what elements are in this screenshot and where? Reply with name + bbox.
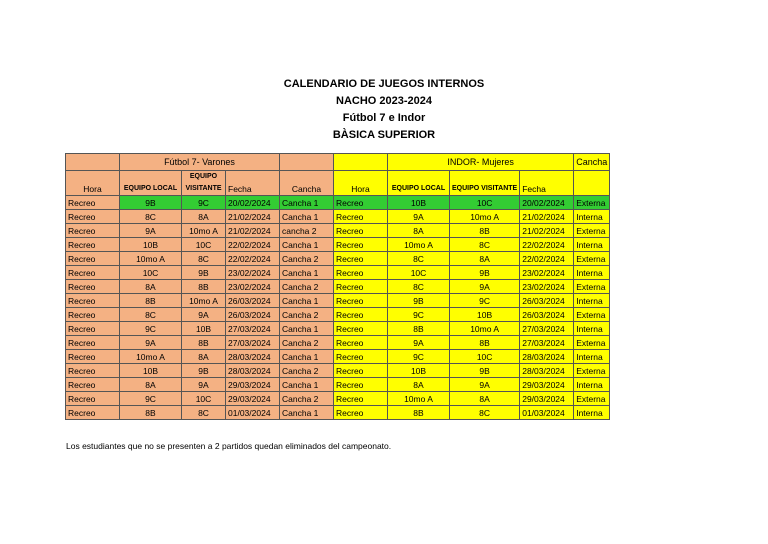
cell-i-local: 10C (388, 266, 450, 280)
header-cancha: Cancha (280, 171, 334, 196)
cell-i-fecha: 28/03/2024 (520, 364, 574, 378)
document-titles (0, 76, 768, 144)
cell-i-cancha: Interna (574, 406, 610, 420)
cell-i-visit: 9A (450, 378, 520, 392)
cell-i-visit: 10mo A (450, 210, 520, 224)
table-row (66, 238, 610, 252)
header-blank-futbol (280, 154, 334, 171)
cell-i-visit: 9B (450, 364, 520, 378)
cell-f-local: 8A (120, 280, 182, 294)
cell-f-hora: Recreo (66, 294, 120, 308)
cell-i-cancha: Interna (574, 266, 610, 280)
cell-f-hora: Recreo (66, 378, 120, 392)
cell-f-local: 9B (120, 196, 182, 210)
cell-f-cancha: cancha 2 (280, 224, 334, 238)
cell-i-visit: 9C (450, 294, 520, 308)
cell-i-fecha: 21/02/2024 (520, 224, 574, 238)
cell-f-local: 9C (120, 322, 182, 336)
cell-i-hora: Recreo (334, 210, 388, 224)
cell-f-cancha: Cancha 2 (280, 336, 334, 350)
cell-i-visit: 8A (450, 392, 520, 406)
cell-f-hora: Recreo (66, 266, 120, 280)
cell-f-visit: 10B (182, 322, 226, 336)
cell-i-visit: 8A (450, 252, 520, 266)
cell-f-cancha: Cancha 1 (280, 378, 334, 392)
indor-group-header: INDOR- Mujeres (388, 154, 574, 171)
cell-f-fecha: 22/02/2024 (226, 252, 280, 266)
cell-i-fecha: 27/03/2024 (520, 336, 574, 350)
header-blank-left (66, 154, 120, 171)
cell-i-hora: Recreo (334, 336, 388, 350)
table-row (66, 364, 610, 378)
cell-i-fecha: 21/02/2024 (520, 210, 574, 224)
schedule-rows (66, 196, 610, 420)
cell-f-local: 9A (120, 336, 182, 350)
cell-f-cancha: Cancha 1 (280, 406, 334, 420)
header-equipo-visitante: EQUIPO VISITANTE (182, 171, 226, 196)
cell-i-hora: Recreo (334, 378, 388, 392)
cell-i-hora: Recreo (334, 294, 388, 308)
cell-i-hora: Recreo (334, 266, 388, 280)
cell-f-local: 8A (120, 378, 182, 392)
cell-i-visit: 8C (450, 406, 520, 420)
cell-f-visit: 8C (182, 252, 226, 266)
cell-f-fecha: 29/03/2024 (226, 378, 280, 392)
cell-i-local: 8C (388, 280, 450, 294)
cell-f-cancha: Cancha 2 (280, 364, 334, 378)
cell-f-fecha: 27/03/2024 (226, 322, 280, 336)
cell-i-cancha: Externa (574, 196, 610, 210)
cell-i-local: 10mo A (388, 238, 450, 252)
header-hora: Hora (66, 171, 120, 196)
cell-i-fecha: 29/03/2024 (520, 392, 574, 406)
cell-f-hora: Recreo (66, 252, 120, 266)
table-row (66, 308, 610, 322)
cell-f-hora: Recreo (66, 280, 120, 294)
cell-f-local: 9A (120, 224, 182, 238)
cell-f-visit: 8C (182, 406, 226, 420)
cell-f-local: 9C (120, 392, 182, 406)
cell-i-local: 9A (388, 210, 450, 224)
cell-f-visit: 8B (182, 280, 226, 294)
footer-note: Los estudiantes que no se presenten a 2 partidos quedan eliminados del campeonato. (66, 441, 392, 451)
table-row (66, 196, 610, 210)
cell-i-cancha: Externa (574, 336, 610, 350)
cell-i-cancha: Interna (574, 350, 610, 364)
header-fecha: Fecha (226, 171, 280, 196)
cell-f-visit: 9B (182, 364, 226, 378)
cell-f-local: 8C (120, 308, 182, 322)
cell-f-cancha: Cancha 1 (280, 294, 334, 308)
cell-i-cancha: Interna (574, 294, 610, 308)
cell-f-hora: Recreo (66, 238, 120, 252)
cell-i-fecha: 22/02/2024 (520, 238, 574, 252)
cancha-group-header: Cancha (574, 154, 610, 171)
header-blank-indor (334, 154, 388, 171)
table-row (66, 378, 610, 392)
cell-i-local: 8A (388, 224, 450, 238)
cell-i-hora: Recreo (334, 350, 388, 364)
cell-f-fecha: 23/02/2024 (226, 266, 280, 280)
cell-f-local: 8B (120, 294, 182, 308)
table-row (66, 210, 610, 224)
cell-f-visit: 10mo A (182, 224, 226, 238)
cell-f-cancha: Cancha 2 (280, 308, 334, 322)
cell-i-hora: Recreo (334, 238, 388, 252)
header-blank-cancha (574, 171, 610, 196)
title-line-4: BÀSICA SUPERIOR (332, 129, 436, 141)
cell-i-cancha: Externa (574, 252, 610, 266)
schedule-table (65, 153, 610, 420)
cell-f-fecha: 21/02/2024 (226, 210, 280, 224)
header-fecha-2: Fecha (520, 171, 574, 196)
cell-i-cancha: Externa (574, 392, 610, 406)
cell-i-visit: 8B (450, 336, 520, 350)
cell-i-local: 9C (388, 350, 450, 364)
cell-f-cancha: Cancha 2 (280, 252, 334, 266)
table-row (66, 406, 610, 420)
cell-i-fecha: 01/03/2024 (520, 406, 574, 420)
cell-i-visit: 8B (450, 224, 520, 238)
cell-f-hora: Recreo (66, 350, 120, 364)
table-row (66, 252, 610, 266)
cell-i-local: 8A (388, 378, 450, 392)
cell-f-visit: 10mo A (182, 294, 226, 308)
cell-i-cancha: Interna (574, 238, 610, 252)
cell-f-hora: Recreo (66, 406, 120, 420)
cell-f-visit: 8A (182, 210, 226, 224)
cell-f-visit: 10C (182, 238, 226, 252)
cell-f-hora: Recreo (66, 336, 120, 350)
cell-f-cancha: Cancha 1 (280, 238, 334, 252)
cell-f-visit: 8A (182, 350, 226, 364)
cell-i-cancha: Externa (574, 364, 610, 378)
cell-f-visit: 9C (182, 196, 226, 210)
cell-i-fecha: 28/03/2024 (520, 350, 574, 364)
table-row (66, 322, 610, 336)
cell-i-hora: Recreo (334, 252, 388, 266)
cell-f-fecha: 20/02/2024 (226, 196, 280, 210)
cell-f-cancha: Cancha 1 (280, 266, 334, 280)
cell-i-fecha: 26/03/2024 (520, 294, 574, 308)
cell-i-visit: 9A (450, 280, 520, 294)
cell-f-cancha: Cancha 2 (280, 280, 334, 294)
cell-i-fecha: 23/02/2024 (520, 266, 574, 280)
title-line-1: CALENDARIO DE JUEGOS INTERNOS (283, 78, 485, 90)
cell-f-cancha: Cancha 1 (280, 196, 334, 210)
cell-i-visit: 10mo A (450, 322, 520, 336)
cell-f-local: 10C (120, 266, 182, 280)
cell-i-local: 9C (388, 308, 450, 322)
cell-f-cancha: Cancha 2 (280, 392, 334, 406)
cell-i-hora: Recreo (334, 406, 388, 420)
cell-f-fecha: 23/02/2024 (226, 280, 280, 294)
cell-i-fecha: 23/02/2024 (520, 280, 574, 294)
cell-i-visit: 8C (450, 238, 520, 252)
cell-f-fecha: 01/03/2024 (226, 406, 280, 420)
cell-f-hora: Recreo (66, 308, 120, 322)
table-row (66, 280, 610, 294)
table-row (66, 294, 610, 308)
title-line-3: Fútbol 7 e Indor (342, 112, 426, 124)
table-row (66, 350, 610, 364)
cell-f-fecha: 27/03/2024 (226, 336, 280, 350)
cell-i-hora: Recreo (334, 392, 388, 406)
cell-i-visit: 9B (450, 266, 520, 280)
cell-f-cancha: Cancha 1 (280, 350, 334, 364)
cell-i-cancha: Interna (574, 378, 610, 392)
cell-i-cancha: Externa (574, 280, 610, 294)
cell-i-local: 9B (388, 294, 450, 308)
cell-f-local: 8B (120, 406, 182, 420)
cell-i-local: 9A (388, 336, 450, 350)
cell-i-fecha: 26/03/2024 (520, 308, 574, 322)
cell-i-fecha: 27/03/2024 (520, 322, 574, 336)
cell-i-local: 8B (388, 406, 450, 420)
cell-i-visit: 10C (450, 350, 520, 364)
cell-i-hora: Recreo (334, 224, 388, 238)
cell-i-local: 10mo A (388, 392, 450, 406)
cell-i-fecha: 20/02/2024 (520, 196, 574, 210)
cell-i-hora: Recreo (334, 196, 388, 210)
cell-f-visit: 9A (182, 308, 226, 322)
title-line-2: NACHO 2023-2024 (336, 95, 432, 107)
cell-f-visit: 9A (182, 378, 226, 392)
cell-i-cancha: Interna (574, 322, 610, 336)
cell-i-local: 10B (388, 196, 450, 210)
cell-f-cancha: Cancha 1 (280, 210, 334, 224)
cell-i-local: 10B (388, 364, 450, 378)
cell-f-fecha: 22/02/2024 (226, 238, 280, 252)
cell-f-fecha: 28/03/2024 (226, 364, 280, 378)
cell-f-fecha: 29/03/2024 (226, 392, 280, 406)
cell-f-local: 10mo A (120, 252, 182, 266)
cell-i-hora: Recreo (334, 308, 388, 322)
cell-f-hora: Recreo (66, 322, 120, 336)
table-row (66, 224, 610, 238)
cell-f-local: 8C (120, 210, 182, 224)
cell-f-visit: 9B (182, 266, 226, 280)
cell-f-visit: 8B (182, 336, 226, 350)
cell-i-local: 8B (388, 322, 450, 336)
table-row (66, 392, 610, 406)
cell-f-local: 10mo A (120, 350, 182, 364)
header-equipo-local: EQUIPO LOCAL (120, 171, 182, 196)
cell-f-local: 10B (120, 364, 182, 378)
cell-i-hora: Recreo (334, 322, 388, 336)
cell-i-local: 8C (388, 252, 450, 266)
header-equipo-visitante-2: EQUIPO VISITANTE (450, 171, 520, 196)
cell-i-hora: Recreo (334, 280, 388, 294)
cell-f-hora: Recreo (66, 224, 120, 238)
header-equipo-local-2: EQUIPO LOCAL (388, 171, 450, 196)
cell-f-hora: Recreo (66, 210, 120, 224)
header-hora-2: Hora (334, 171, 388, 196)
cell-f-local: 10B (120, 238, 182, 252)
cell-i-cancha: Interna (574, 210, 610, 224)
futbol-group-header: Fútbol 7- Varones (120, 154, 280, 171)
cell-i-cancha: Externa (574, 224, 610, 238)
cell-f-cancha: Cancha 1 (280, 322, 334, 336)
cell-f-visit: 10C (182, 392, 226, 406)
cell-i-hora: Recreo (334, 364, 388, 378)
cell-f-fecha: 28/03/2024 (226, 350, 280, 364)
cell-i-fecha: 29/03/2024 (520, 378, 574, 392)
cell-i-cancha: Externa (574, 308, 610, 322)
cell-f-fecha: 26/03/2024 (226, 294, 280, 308)
cell-f-hora: Recreo (66, 364, 120, 378)
cell-f-hora: Recreo (66, 196, 120, 210)
cell-i-fecha: 22/02/2024 (520, 252, 574, 266)
table-row (66, 266, 610, 280)
cell-i-visit: 10C (450, 196, 520, 210)
cell-f-hora: Recreo (66, 392, 120, 406)
cell-i-visit: 10B (450, 308, 520, 322)
cell-f-fecha: 26/03/2024 (226, 308, 280, 322)
cell-f-fecha: 21/02/2024 (226, 224, 280, 238)
table-row (66, 336, 610, 350)
